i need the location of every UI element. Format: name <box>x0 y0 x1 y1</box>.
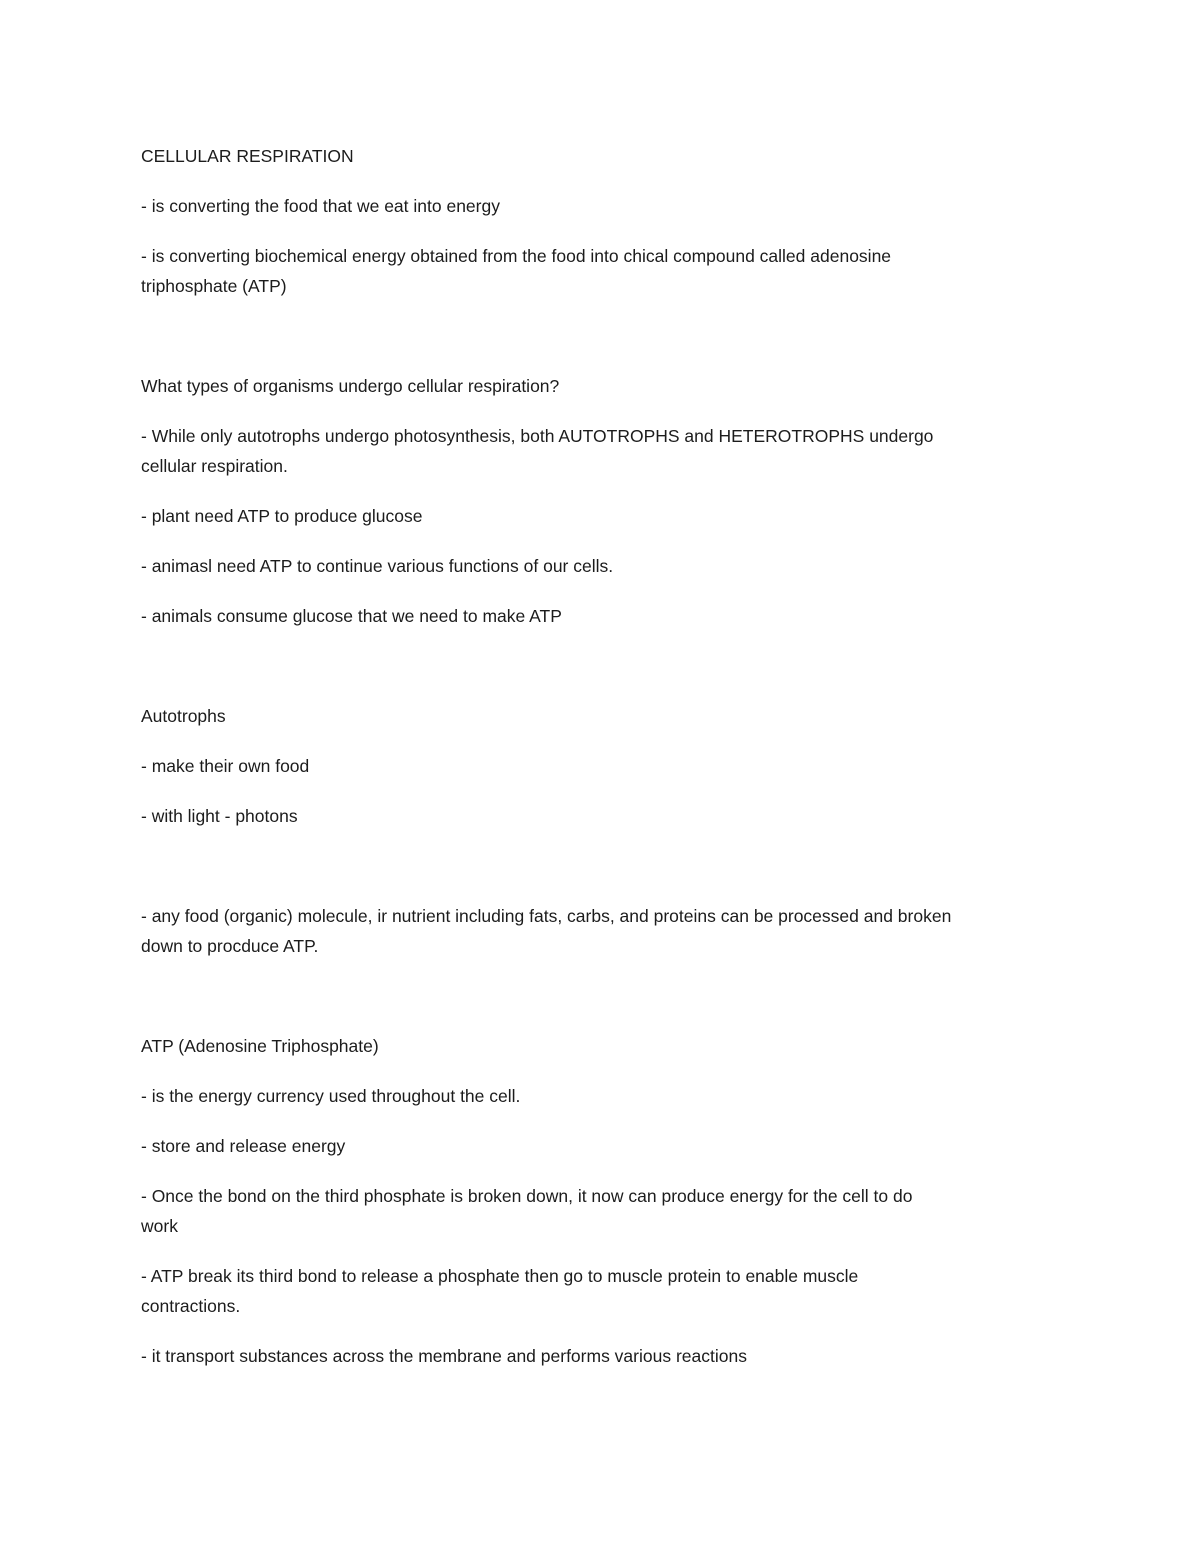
bullet-line: - is converting biochemical energy obtained from the food into chical compound called adenosine <box>141 246 892 266</box>
bullet-line-continuation: work <box>141 1216 178 1236</box>
bullet-line: - animals consume glucose that we need to make ATP <box>141 606 562 626</box>
bullet-line-continuation: contractions. <box>141 1296 241 1316</box>
bullet-line: - animasl need ATP to continue various functions of our cells. <box>141 556 614 576</box>
bullet-line-continuation: cellular respiration. <box>141 456 288 476</box>
bullet-line-continuation: down to procduce ATP. <box>141 936 319 956</box>
bullet-line: - is the energy currency used throughout the cell. <box>141 1086 521 1106</box>
bullet-line: - it transport substances across the membrane and performs various reactions <box>141 1346 747 1366</box>
section-heading: What types of organisms undergo cellular respiration? <box>141 376 560 396</box>
bullet-line: - ATP break its third bond to release a phosphate then go to muscle protein to enable muscle <box>141 1266 859 1286</box>
bullet-line: - is converting the food that we eat into energy <box>141 196 500 216</box>
bullet-line: - plant need ATP to produce glucose <box>141 506 423 526</box>
bullet-line: - make their own food <box>141 756 310 776</box>
bullet-line-continuation: triphosphate (ATP) <box>141 276 287 296</box>
section-heading: CELLULAR RESPIRATION <box>141 146 354 166</box>
bullet-line: - While only autotrophs undergo photosynthesis, both AUTOTROPHS and HETEROTROPHS undergo <box>141 426 934 446</box>
bullet-line: - store and release energy <box>141 1136 346 1156</box>
bullet-line: - any food (organic) molecule, ir nutrient including fats, carbs, and proteins can be processed and broken <box>141 906 952 926</box>
section-heading: Autotrophs <box>141 706 226 726</box>
bullet-line: - with light - photons <box>141 806 298 826</box>
section-heading: ATP (Adenosine Triphosphate) <box>141 1036 379 1056</box>
bullet-line: - Once the bond on the third phosphate is broken down, it now can produce energy for the cell to do <box>141 1186 913 1206</box>
